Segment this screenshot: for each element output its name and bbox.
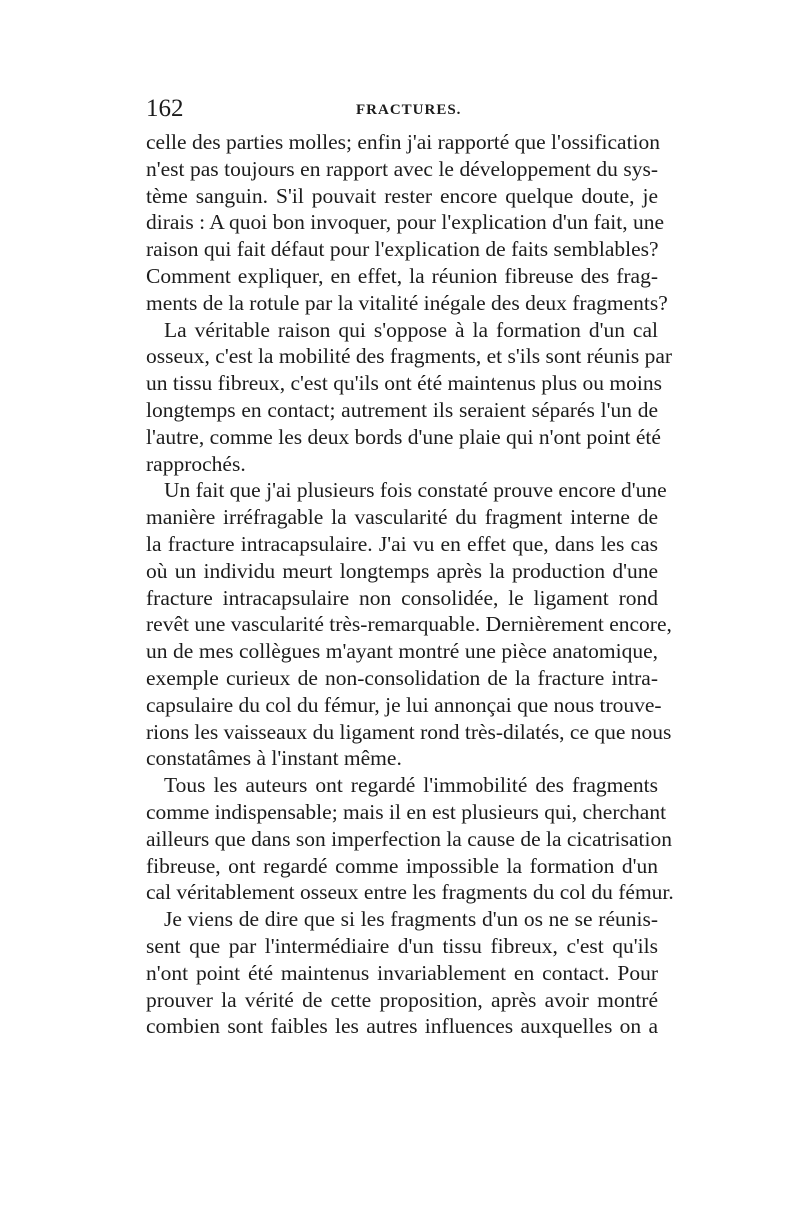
text-line: n'est pas toujours en rapport avec le développement du sys- (146, 156, 658, 181)
text-line: raison qui fait défaut pour l'explication de faits semblables? (146, 237, 659, 262)
text-line: la fracture intracapsulaire. J'ai vu en effet que, dans les cas (146, 531, 658, 556)
text-line: capsulaire du col du fémur, je lui annonçai que nous trouve- (146, 692, 662, 717)
text-line: sent que par l'intermédiaire d'un tissu fibreux, c'est qu'ils (146, 933, 658, 958)
paragraph-5 (146, 906, 658, 1040)
text-line: ailleurs que dans son imperfection la cause de la cicatrisation (146, 826, 672, 851)
paragraph-2 (146, 317, 673, 478)
text-line: rions les vaisseaux du ligament rond très-dilatés, ce que nous (146, 719, 672, 744)
running-title: FRACTURES. (356, 102, 462, 118)
text-line: constatâmes à l'instant même. (146, 746, 402, 771)
text-line: Comment expliquer, en effet, la réunion fibreuse des frag- (146, 263, 658, 288)
text-line: revêt une vascularité très-remarquable. Dernièrement encore, (146, 612, 672, 637)
text-line: dirais : A quoi bon invoquer, pour l'explication d'un fait, une (146, 210, 665, 235)
paragraph-4 (146, 772, 674, 906)
text-line: l'autre, comme les deux bords d'une plaie qui n'ont point été (146, 424, 661, 449)
text-line: fibreuse, ont regardé comme impossible la formation d'un (146, 853, 658, 878)
text-line: manière irréfragable la vascularité du fragment interne de (146, 505, 658, 530)
text-line: Un fait que j'ai plusieurs fois constaté prouve encore d'une (164, 478, 667, 503)
text-line: rapprochés. (146, 451, 246, 476)
paragraph-1 (146, 129, 668, 317)
text-line: fracture intracapsulaire non consolidée, le ligament rond (146, 585, 658, 610)
text-line: exemple curieux de non-consolidation de la fracture intra- (146, 665, 658, 690)
text-line: osseux, c'est la mobilité des fragments, et s'ils sont réunis par (146, 344, 673, 369)
text-line: un de mes collègues m'ayant montré une pièce anatomique, (146, 639, 658, 664)
text-line: où un individu meurt longtemps après la production d'une (146, 558, 658, 583)
text-line: comme indispensable; mais il en est plusieurs qui, cherchant (146, 799, 667, 824)
paragraph-3 (146, 477, 672, 772)
text-line: tème sanguin. S'il pouvait rester encore quelque doute, je (146, 183, 658, 208)
text-line: n'ont point été maintenus invariablement en contact. Pour (146, 960, 658, 985)
page-number: 162 (146, 95, 184, 122)
text-line: prouver la vérité de cette proposition, après avoir montré (146, 987, 658, 1012)
body-text (146, 129, 674, 1040)
text-line: celle des parties molles; enfin j'ai rapporté que l'ossification (146, 130, 661, 154)
text-line: Je viens de dire que si les fragments d'un os ne se réunis- (164, 907, 658, 932)
text-line: cal véritablement osseux entre les fragments du col du fémur. (146, 880, 674, 905)
text-line: combien sont faibles les autres influences auxquelles on a (146, 1014, 658, 1039)
text-line: un tissu fibreux, c'est qu'ils ont été maintenus plus ou moins (146, 371, 662, 396)
text-line: La véritable raison qui s'oppose à la formation d'un cal (164, 317, 658, 342)
text-line: Tous les auteurs ont regardé l'immobilité des fragments (164, 773, 658, 798)
running-head (146, 94, 656, 124)
text-line: ments de la rotule par la vitalité inégale des deux fragments? (146, 290, 668, 315)
text-line: longtemps en contact; autrement ils seraient séparés l'un de (146, 397, 658, 422)
